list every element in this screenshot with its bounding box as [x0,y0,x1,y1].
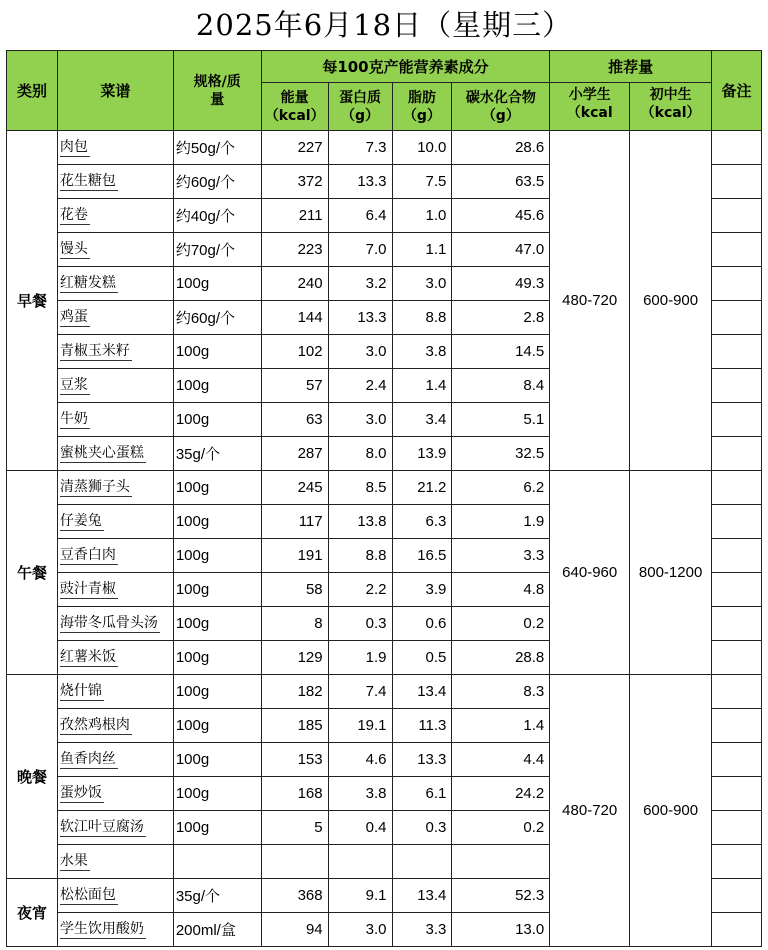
remarks-cell[interactable] [712,879,762,913]
carbs-cell[interactable]: 24.2 [452,777,550,811]
remarks-cell[interactable] [712,199,762,233]
spec-cell[interactable]: 100g [173,369,261,403]
dish-name: 软江叶豆腐汤 [59,818,144,835]
dish-cell[interactable] [57,675,173,709]
energy-cell[interactable]: 245 [261,471,328,505]
spec-cell[interactable]: 200ml/盒 [173,913,261,947]
energy-cell[interactable]: 191 [261,539,328,573]
carbs-cell[interactable]: 5.1 [452,403,550,437]
spec-cell[interactable]: 100g [173,335,261,369]
carbs-cell[interactable]: 45.6 [452,199,550,233]
table-row [7,675,762,709]
protein-cell[interactable]: 3.2 [328,267,392,301]
protein-cell[interactable]: 8.8 [328,539,392,573]
spec-cell[interactable]: 100g [173,539,261,573]
dish-cell[interactable] [57,641,173,675]
energy-cell[interactable]: 8 [261,607,328,641]
energy-cell[interactable]: 57 [261,369,328,403]
category-cell: 午餐 [7,471,58,675]
dish-cell[interactable] [57,845,173,879]
spec-cell[interactable]: 100g [173,267,261,301]
fat-cell[interactable]: 1.1 [392,233,452,267]
remarks-cell[interactable] [712,165,762,199]
remarks-cell[interactable] [712,913,762,947]
dish-cell[interactable] [57,165,173,199]
energy-cell[interactable]: 240 [261,267,328,301]
energy-cell[interactable]: 223 [261,233,328,267]
spec-cell[interactable]: 100g [173,607,261,641]
dish-name: 烧什锦 [59,682,102,699]
protein-cell[interactable]: 19.1 [328,709,392,743]
remarks-cell[interactable] [712,539,762,573]
protein-cell[interactable]: 9.1 [328,879,392,913]
carbs-cell[interactable] [452,845,550,879]
remarks-cell[interactable] [712,845,762,879]
header-protein: 蛋白质 （g） [328,83,392,131]
carbs-cell[interactable]: 8.4 [452,369,550,403]
recommended-middle-cell[interactable]: 600-900 [630,131,712,471]
header-primary-student: 小学生 （kcal [550,83,630,131]
spec-cell[interactable]: 约50g/个 [173,131,261,165]
protein-cell[interactable]: 13.3 [328,165,392,199]
fat-cell[interactable]: 1.4 [392,369,452,403]
protein-cell[interactable]: 1.9 [328,641,392,675]
carbs-cell[interactable]: 0.2 [452,811,550,845]
dish-name: 仔姜兔 [59,512,102,529]
energy-cell[interactable]: 63 [261,403,328,437]
fat-cell[interactable]: 13.3 [392,743,452,777]
dish-name: 鸡蛋 [59,308,88,325]
fat-cell[interactable]: 13.4 [392,675,452,709]
spec-cell[interactable]: 100g [173,777,261,811]
spec-cell[interactable]: 100g [173,403,261,437]
dish-cell[interactable] [57,471,173,505]
spec-cell[interactable]: 100g [173,709,261,743]
dish-name: 学生饮用酸奶 [59,920,144,937]
protein-cell[interactable]: 0.3 [328,607,392,641]
dish-cell[interactable] [57,199,173,233]
protein-cell[interactable]: 2.4 [328,369,392,403]
carbs-cell[interactable]: 6.2 [452,471,550,505]
remarks-cell[interactable] [712,369,762,403]
carbs-cell[interactable]: 4.8 [452,573,550,607]
spec-cell[interactable]: 35g/个 [173,879,261,913]
carbs-cell[interactable]: 2.8 [452,301,550,335]
carbs-cell[interactable]: 49.3 [452,267,550,301]
dish-name: 蛋炒饭 [59,784,102,801]
dish-name: 豆香白肉 [59,546,116,563]
fat-cell[interactable]: 10.0 [392,131,452,165]
recommended-primary-cell[interactable]: 480-720 [550,131,630,471]
energy-cell[interactable]: 94 [261,913,328,947]
fat-cell[interactable] [392,845,452,879]
carbs-cell[interactable]: 52.3 [452,879,550,913]
category-cell: 晚餐 [7,675,58,879]
header-carbs: 碳水化合物 （g） [452,83,550,131]
dish-cell[interactable] [57,777,173,811]
fat-cell[interactable]: 1.0 [392,199,452,233]
page-title: 2025年6月18日（星期三） [195,8,573,42]
header-recommended-group: 推荐量 [550,51,712,83]
energy-cell[interactable]: 372 [261,165,328,199]
carbs-cell[interactable]: 14.5 [452,335,550,369]
dish-cell[interactable] [57,403,173,437]
recommended-primary-cell[interactable]: 480-720 [550,675,630,947]
dish-cell[interactable] [57,743,173,777]
remarks-cell[interactable] [712,335,762,369]
dish-name: 松松面包 [59,886,116,903]
remarks-cell[interactable] [712,233,762,267]
energy-cell[interactable]: 153 [261,743,328,777]
energy-cell[interactable]: 185 [261,709,328,743]
dish-name: 肉包 [59,138,88,155]
energy-cell[interactable]: 58 [261,573,328,607]
energy-cell[interactable]: 5 [261,811,328,845]
dish-cell[interactable] [57,301,173,335]
spec-cell[interactable]: 100g [173,743,261,777]
dish-name: 清蒸狮子头 [59,478,130,495]
recommended-middle-cell[interactable]: 600-900 [630,675,712,947]
carbs-cell[interactable]: 1.9 [452,505,550,539]
fat-cell[interactable]: 3.0 [392,267,452,301]
protein-cell[interactable]: 0.4 [328,811,392,845]
protein-cell[interactable]: 3.8 [328,777,392,811]
protein-cell[interactable]: 7.0 [328,233,392,267]
dish-name: 鱼香肉丝 [59,750,116,767]
spec-cell[interactable]: 100g [173,811,261,845]
protein-cell[interactable]: 2.2 [328,573,392,607]
energy-cell[interactable]: 368 [261,879,328,913]
remarks-cell[interactable] [712,573,762,607]
fat-cell[interactable]: 16.5 [392,539,452,573]
dish-cell[interactable] [57,913,173,947]
remarks-cell[interactable] [712,675,762,709]
fat-cell[interactable]: 21.2 [392,471,452,505]
remarks-cell[interactable] [712,811,762,845]
spec-cell[interactable]: 约60g/个 [173,301,261,335]
protein-cell[interactable]: 13.8 [328,505,392,539]
spec-cell[interactable]: 100g [173,573,261,607]
energy-cell[interactable] [261,845,328,879]
protein-cell[interactable]: 8.5 [328,471,392,505]
fat-cell[interactable]: 0.5 [392,641,452,675]
carbs-cell[interactable]: 47.0 [452,233,550,267]
dish-cell[interactable] [57,539,173,573]
energy-cell[interactable]: 211 [261,199,328,233]
fat-cell[interactable]: 13.9 [392,437,452,471]
dish-name: 青椒玉米籽 [59,342,130,359]
header-fat: 脂肪 （g） [392,83,452,131]
remarks-cell[interactable] [712,743,762,777]
spec-cell[interactable]: 约70g/个 [173,233,261,267]
protein-cell[interactable]: 3.0 [328,913,392,947]
category-cell: 夜宵 [7,879,58,947]
dish-cell[interactable] [57,437,173,471]
recommended-primary-cell[interactable]: 640-960 [550,471,630,675]
spreadsheet [6,0,762,950]
carbs-cell[interactable]: 0.2 [452,607,550,641]
dish-name: 花生糖包 [59,172,116,189]
protein-cell[interactable]: 8.0 [328,437,392,471]
remarks-cell[interactable] [712,505,762,539]
carbs-cell[interactable]: 3.3 [452,539,550,573]
dish-cell[interactable] [57,879,173,913]
carbs-cell[interactable]: 28.8 [452,641,550,675]
energy-cell[interactable]: 182 [261,675,328,709]
energy-cell[interactable]: 287 [261,437,328,471]
fat-cell[interactable]: 11.3 [392,709,452,743]
header-dish: 菜谱 [57,51,173,131]
remarks-cell[interactable] [712,437,762,471]
energy-cell[interactable]: 129 [261,641,328,675]
dish-cell[interactable] [57,607,173,641]
carbs-cell[interactable]: 13.0 [452,913,550,947]
menu-table [6,50,762,947]
dish-name: 水果 [59,852,88,869]
fat-cell[interactable]: 7.5 [392,165,452,199]
remarks-cell[interactable] [712,267,762,301]
protein-cell[interactable]: 3.0 [328,335,392,369]
fat-cell[interactable]: 3.8 [392,335,452,369]
carbs-cell[interactable]: 28.6 [452,131,550,165]
carbs-cell[interactable]: 4.4 [452,743,550,777]
remarks-cell[interactable] [712,403,762,437]
dish-name: 孜然鸡根肉 [59,716,130,733]
dish-name: 海带冬瓜骨头汤 [59,614,158,631]
dish-name: 花卷 [59,206,88,223]
carbs-cell[interactable]: 1.4 [452,709,550,743]
remarks-cell[interactable] [712,709,762,743]
carbs-cell[interactable]: 63.5 [452,165,550,199]
energy-cell[interactable]: 102 [261,335,328,369]
protein-cell[interactable]: 6.4 [328,199,392,233]
protein-cell[interactable]: 13.3 [328,301,392,335]
header-category: 类别 [7,51,58,131]
dish-name: 豉汁青椒 [59,580,116,597]
dish-cell[interactable] [57,811,173,845]
fat-cell[interactable]: 6.3 [392,505,452,539]
carbs-cell[interactable]: 8.3 [452,675,550,709]
remarks-cell[interactable] [712,301,762,335]
dish-cell[interactable] [57,131,173,165]
fat-cell[interactable]: 8.8 [392,301,452,335]
protein-cell[interactable]: 7.4 [328,675,392,709]
header-energy: 能量 （kcal） [261,83,328,131]
header-middle-student: 初中生 （kcal） [630,83,712,131]
remarks-cell[interactable] [712,131,762,165]
dish-cell[interactable] [57,233,173,267]
recommended-middle-cell[interactable]: 800-1200 [630,471,712,675]
energy-cell[interactable]: 227 [261,131,328,165]
header-nutrition-group: 每100克产能营养素成分 [261,51,550,83]
remarks-cell[interactable] [712,471,762,505]
fat-cell[interactable]: 3.3 [392,913,452,947]
carbs-cell[interactable]: 32.5 [452,437,550,471]
dish-name: 牛奶 [59,410,88,427]
spec-cell[interactable]: 35g/个 [173,437,261,471]
energy-cell[interactable]: 144 [261,301,328,335]
protein-cell[interactable]: 3.0 [328,403,392,437]
header-spec: 规格/质 量 [173,51,261,131]
fat-cell[interactable]: 13.4 [392,879,452,913]
dish-name: 豆浆 [59,376,88,393]
energy-cell[interactable]: 168 [261,777,328,811]
energy-cell[interactable]: 117 [261,505,328,539]
fat-cell[interactable]: 3.9 [392,573,452,607]
fat-cell[interactable]: 0.3 [392,811,452,845]
remarks-cell[interactable] [712,641,762,675]
spec-cell[interactable]: 约60g/个 [173,165,261,199]
dish-cell[interactable] [57,505,173,539]
dish-cell[interactable] [57,335,173,369]
fat-cell[interactable]: 3.4 [392,403,452,437]
dish-name: 红糖发糕 [59,274,116,291]
dish-name: 红薯米饭 [59,648,116,665]
dish-cell[interactable] [57,709,173,743]
category-cell: 早餐 [7,131,58,471]
protein-cell[interactable] [328,845,392,879]
fat-cell[interactable]: 0.6 [392,607,452,641]
table-row [7,131,762,165]
header-remarks: 备注 [712,51,762,131]
dish-name: 蜜桃夹心蛋糕 [59,444,144,461]
remarks-cell[interactable] [712,607,762,641]
dish-cell[interactable] [57,573,173,607]
dish-name: 馒头 [59,240,88,257]
protein-cell[interactable]: 7.3 [328,131,392,165]
spec-cell[interactable] [173,845,261,879]
dish-cell[interactable] [57,369,173,403]
protein-cell[interactable]: 4.6 [328,743,392,777]
spec-cell[interactable]: 约40g/个 [173,199,261,233]
dish-cell[interactable] [57,267,173,301]
spec-cell[interactable]: 100g [173,675,261,709]
spec-cell[interactable]: 100g [173,471,261,505]
fat-cell[interactable]: 6.1 [392,777,452,811]
table-row [7,471,762,505]
spec-cell[interactable]: 100g [173,505,261,539]
spec-cell[interactable]: 100g [173,641,261,675]
remarks-cell[interactable] [712,777,762,811]
